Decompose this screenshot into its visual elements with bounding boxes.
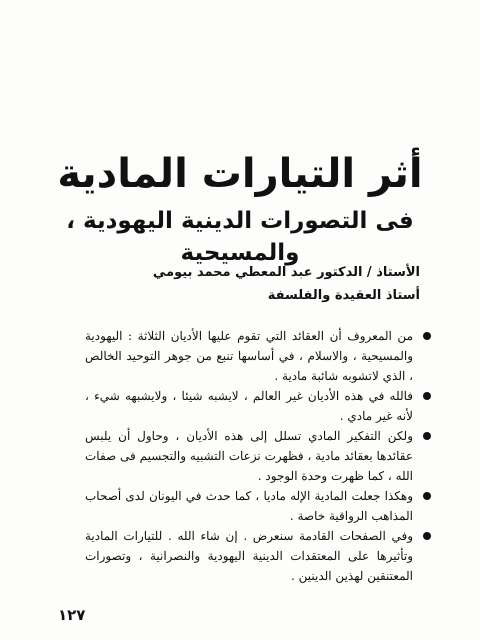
page-number: ١٢٧	[58, 606, 86, 624]
body-paragraph	[85, 326, 425, 386]
paragraph-text: وفي الصفحات القادمة سنعرض . إن شاء الله . للتيارات المادية وتأثيرها على المعتقدات الدينية اليهودية والنصرانية ، وتصورات المعتنقين لهذين الدينين .	[85, 529, 413, 583]
paragraph-text: وهكذا جعلت المادية الإله ماديا ، كما حدث في اليونان لدى أصحاب المذاهب الرواقية خاصة .	[85, 489, 413, 523]
bullet-icon	[423, 392, 431, 400]
author-role: أستاذ العقيدة والفلسفة	[267, 288, 420, 303]
article-body	[85, 326, 425, 586]
bullet-icon	[423, 532, 431, 540]
paragraph-text: فالله في هذه الأديان غير العالم ، لايشبه شيئا ، ولايشبهه شيء ، لأنه غير مادي .	[85, 389, 413, 423]
body-paragraph	[85, 426, 425, 486]
body-paragraph	[85, 486, 425, 526]
bullet-icon	[423, 432, 431, 440]
body-paragraph	[85, 526, 425, 586]
body-paragraph	[85, 386, 425, 426]
author-name: الأستاذ / الدكتور عبد المعطي محمد بيومي	[152, 265, 420, 280]
article-subtitle: فى التصورات الدينية اليهودية ، والمسيحية	[66, 208, 414, 266]
bullet-icon	[423, 492, 431, 500]
bullet-icon	[423, 332, 431, 340]
paragraph-text: ولكن التفكير المادي تسلل إلى هذه الأديان ، وحاول أن يلبس عقائدها بعقائد مادية ، فظهرت نزعات التشبيه والتجسيم فى صفات الله ، كما ظهرت وحدة الوجود .	[85, 429, 413, 483]
article-title: أثر التيارات المادية	[57, 151, 423, 197]
paragraph-text: من المعروف أن العقائد التي تقوم عليها الأديان الثلاثة : اليهودية والمسيحية ، والاسلام ، في أساسها تنبع من جوهر التوحيد الخالص ، الذي لاتشوبه شائبة مادية .	[85, 329, 413, 383]
